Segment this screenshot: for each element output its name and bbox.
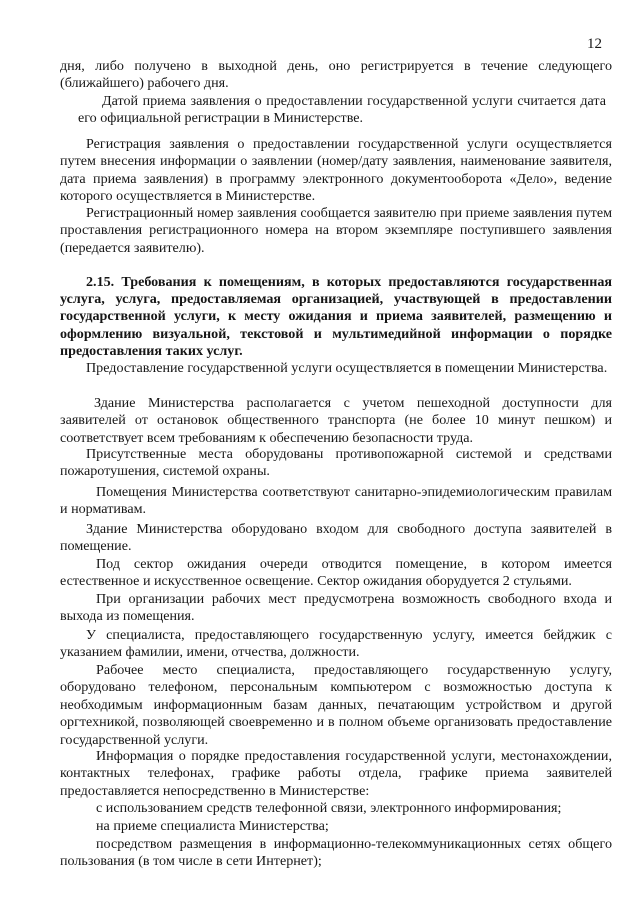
- list-item-phone: с использованием средств телефонной связи, электронного информирования;: [96, 800, 562, 816]
- section-heading-2-15: 2.15. Требования к помещениям, в которых предоставляются государственная услуга, услуга, предоставляемая организацией, участвующей в предоставлении государственной услуги, к месту ожидания и приема заявителей, размещению и оформлению визуальной, текстовой и мультимедийной информации о порядке предоставления таких услуг.: [60, 274, 612, 359]
- paragraph-waiting-area: Под сектор ожидания очереди отводится помещение, в котором имеется естественное и искусственное освещение. Сектор ожидания оборудуется 2 стульями.: [60, 556, 612, 590]
- paragraph-registration-number: Регистрационный номер заявления сообщается заявителю при приеме заявления путем проставления регистрационного номера на втором экземпляре поступившего заявления (передается заявителю).: [60, 205, 612, 256]
- list-item-reception: на приеме специалиста Министерства;: [96, 818, 329, 834]
- paragraph-workplace-access: При организации рабочих мест предусмотрена возможность свободного входа и выхода из помещения.: [60, 591, 612, 625]
- paragraph-receipt-date: Датой приема заявления о предоставлении государственной услуги считается дата его официальной регистрации в Министерстве.: [78, 93, 606, 127]
- paragraph-building-access: Здание Министерства располагается с учетом пешеходной доступности для заявителей от остановок общественного транспорта (не более 10 минут пешком) и соответствует всем требованиям к обеспечению безопасности труда.: [60, 395, 612, 446]
- paragraph-free-entrance: Здание Министерства оборудовано входом для свободного доступа заявителей в помещение.: [60, 521, 612, 555]
- page-number: 12: [587, 36, 602, 52]
- paragraph-registration-day: дня, либо получено в выходной день, оно регистрируется в течение следующего (ближайшего) рабочего дня.: [60, 58, 612, 92]
- paragraph-badge: У специалиста, предоставляющего государственную услугу, имеется бейджик с указанием фамилии, имени, отчества, должности.: [60, 627, 612, 661]
- paragraph-workplace-equipment: Рабочее место специалиста, предоставляющего государственную услугу, оборудовано телефоном, персональным компьютером с возможностью доступа к необходимым информационным базам данных, печатающим устройством и другой оргтехникой, позволяющей своевременно и в полном объеме организовать предоставление государственной услуги.: [60, 662, 612, 748]
- paragraph-registration-procedure: Регистрация заявления о предоставлении государственной услуги осуществляется путем внесения информации о заявлении (номер/дату заявления, наименование заявителя, дата приема заявления) в программу электронного документооборота «Дело», ведение которого осуществляется в Министерстве.: [60, 136, 612, 205]
- paragraph-sanitary-norms: Помещения Министерства соответствуют санитарно-эпидемиологическим правилам и нормативам.: [60, 484, 612, 518]
- list-item-internet: посредством размещения в информационно-телекоммуникационных сетях общего пользования (в том числе в сети Интернет);: [60, 836, 612, 870]
- paragraph-information: Информация о порядке предоставления государственной услуги, местонахождении, контактных телефонах, графике работы отдела, графике приема заявителей предоставляется непосредственно в Министерстве:: [60, 748, 612, 799]
- paragraph-service-location: Предоставление государственной услуги осуществляется в помещении Министерства.: [86, 360, 608, 376]
- paragraph-fire-safety: Присутственные места оборудованы противопожарной системой и средствами пожаротушения, системой охраны.: [60, 446, 612, 480]
